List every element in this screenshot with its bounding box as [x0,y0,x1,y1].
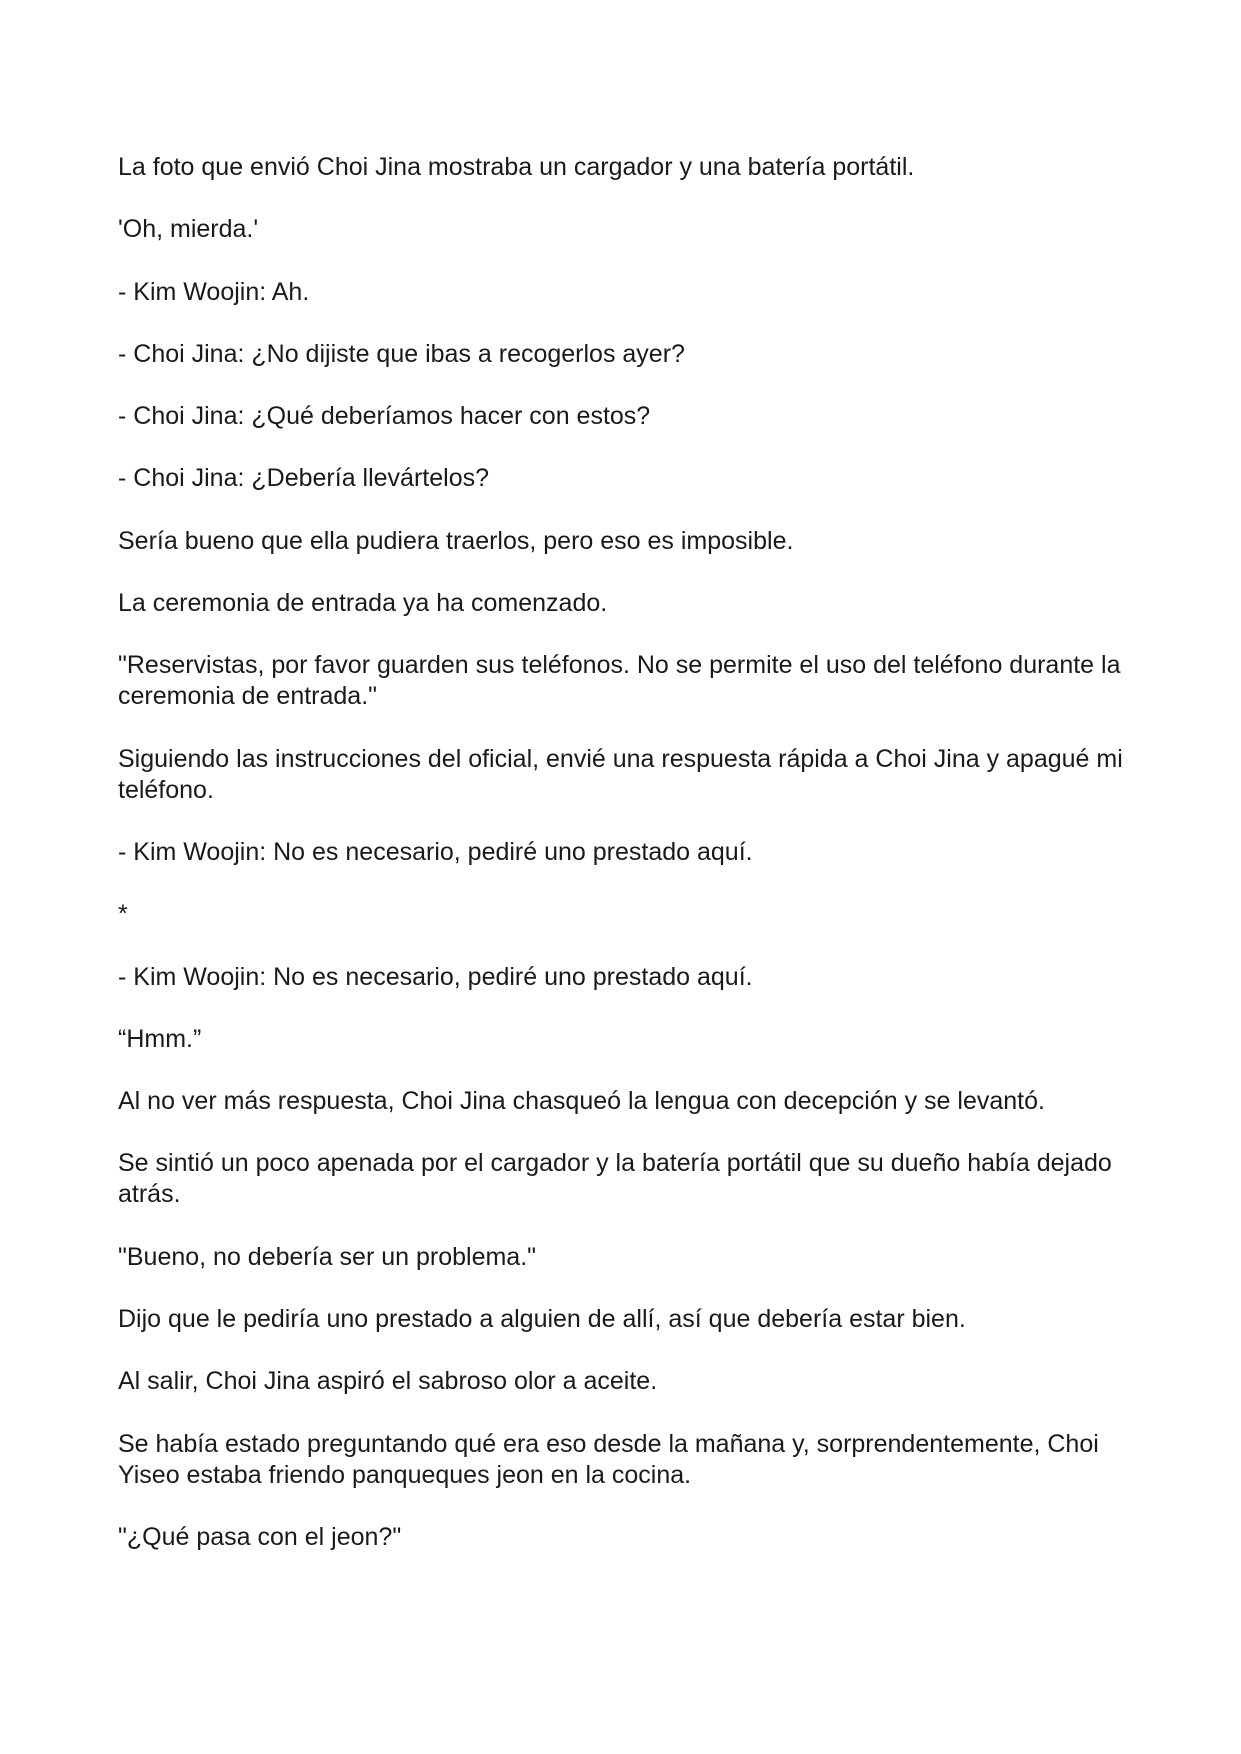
paragraph-19: Al salir, Choi Jina aspiró el sabroso olor a aceite. [118,1367,658,1396]
paragraph-16: Se sintió un poco apenada por el cargador y la batería portátil que su dueño había dejado atrás. [118,1149,1112,1209]
paragraph-15: Al no ver más respuesta, Choi Jina chasqueó la lengua con decepción y se levantó. [118,1087,1045,1116]
paragraph-8: La ceremonia de entrada ya ha comenzado. [118,589,608,618]
paragraph-2: 'Oh, mierda.' [118,215,259,244]
paragraph-14: “Hmm.” [118,1024,202,1053]
paragraph-3: - Kim Woojin: Ah. [118,277,310,306]
paragraph-1: La foto que envió Choi Jina mostraba un cargador y una batería portátil. [118,153,915,181]
paragraph-7: Sería bueno que ella pudiera traerlos, pero eso es imposible. [118,526,794,555]
paragraph-4: - Choi Jina: ¿No dijiste que ibas a recogerlos ayer? [118,339,685,368]
document-body [118,152,1138,1584]
paragraph-9: "Reservistas, por favor guarden sus teléfonos. No se permite el uso del teléfono durante la ceremonia de entrada." [118,651,1121,711]
paragraph-21: "¿Qué pasa con el jeon?" [118,1522,402,1551]
paragraph-13: - Kim Woojin: No es necesario, pediré uno prestado aquí. [118,962,753,991]
paragraph-11: - Kim Woojin: No es necesario, pediré uno prestado aquí. [118,837,753,866]
paragraph-6: - Choi Jina: ¿Debería llevártelos? [118,464,489,493]
paragraph-17: "Bueno, no debería ser un problema." [118,1242,537,1271]
scene-break: * [118,900,128,929]
paragraph-10: Siguiendo las instrucciones del oficial, envié una respuesta rápida a Choi Jina y apagué mi teléfono. [118,744,1123,804]
paragraph-5: - Choi Jina: ¿Qué deberíamos hacer con estos? [118,402,651,431]
paragraph-20: Se había estado preguntando qué era eso desde la mañana y, sorprendentemente, Choi Yiseo estaba friendo panqueques jeon en la cocina. [118,1429,1099,1489]
paragraph-18: Dijo que le pediría uno prestado a alguien de allí, así que debería estar bien. [118,1305,966,1334]
